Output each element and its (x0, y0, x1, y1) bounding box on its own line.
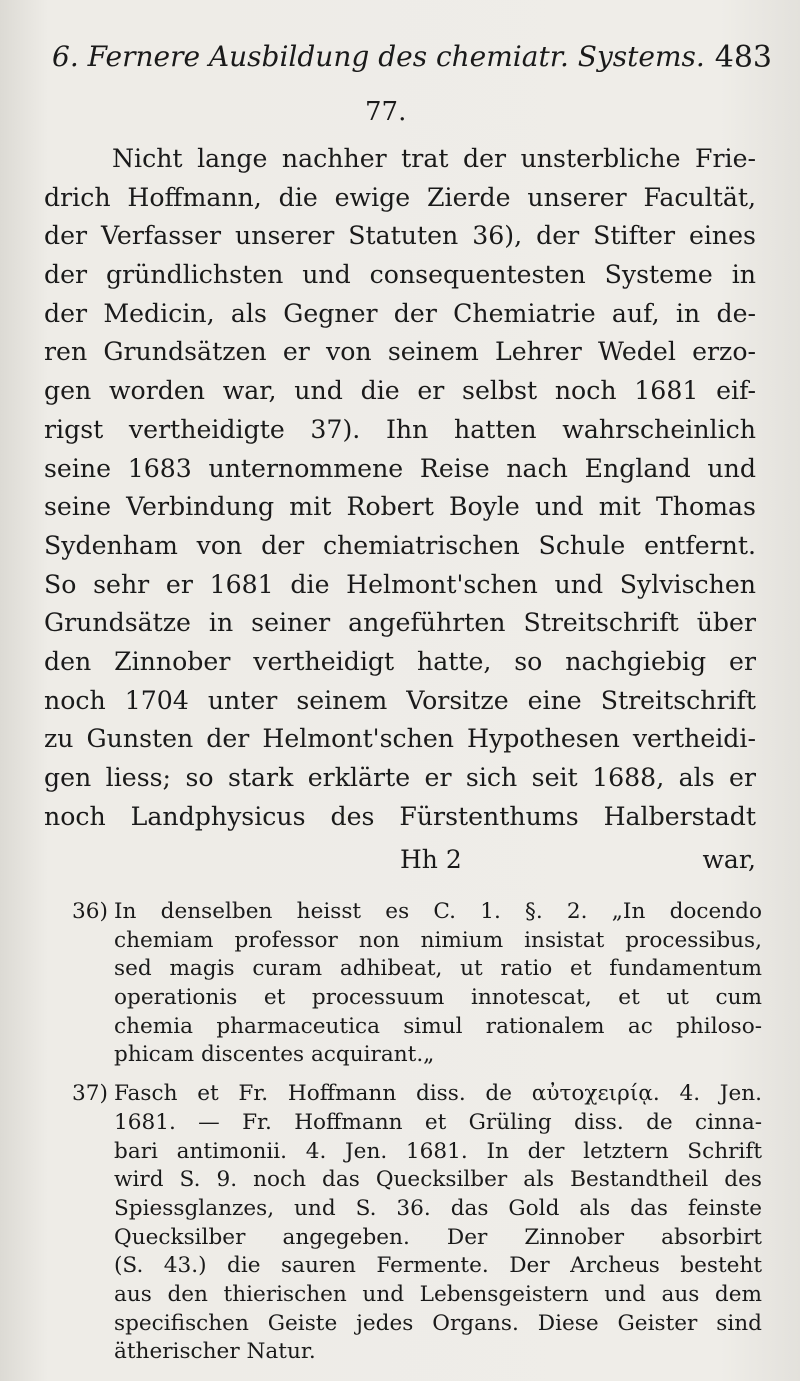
footnote-line: chemia pharmaceutica simul rationalem ac philoso- (114, 1013, 762, 1039)
footnote-line: specifischen Geiste jedes Organs. Diese Geister sind (114, 1310, 762, 1336)
text-line: noch Landphysicus des Fürstenthums Halberstadt (44, 801, 756, 831)
text-line: Nicht lange nachher trat der unsterbliche Frie- (112, 144, 756, 173)
catchword: war, (702, 845, 756, 874)
text-line: So sehr er 1681 die Helmont'schen und Sylvischen (44, 569, 756, 599)
footnote-number: 36) (72, 899, 108, 924)
page-number: 483 (714, 40, 772, 75)
text-line: gen worden war, und die er selbst noch 1681 eif- (44, 376, 756, 406)
section-number: 77. (365, 97, 407, 127)
footnote-line: Spiessglanzes, und S. 36. das Gold als das feinste (114, 1195, 762, 1221)
footnote-line: Fasch et Fr. Hoffmann diss. de αὐτοχειρίᾳ. 4. Jen. (114, 1081, 762, 1107)
text-line: rigst vertheidigte 37). Ihn hatten wahrscheinlich (44, 414, 756, 444)
footnote-line: sed magis curam adhibeat, ut ratio et fundamentum (114, 956, 762, 982)
text-line: der gründlichsten und consequentesten Systeme in (44, 260, 756, 290)
page-header (52, 40, 772, 80)
text-line: ren Grundsätzen er von seinem Lehrer Wedel erzo- (44, 337, 756, 367)
text-line: noch 1704 unter seinem Vorsitze eine Streitschrift (44, 685, 756, 715)
text-line: seine Verbindung mit Robert Boyle und mit Thomas (44, 492, 756, 522)
footnote-line: bari antimonii. 4. Jen. 1681. In der letztern Schrift (114, 1138, 762, 1164)
footnote-number: 37) (72, 1081, 108, 1107)
text-line: Sydenham von der chemiatrischen Schule entfernt. (44, 530, 756, 560)
text-line: der Medicin, als Gegner der Chemiatrie auf, in de- (44, 298, 756, 328)
text-line: seine 1683 unternommene Reise nach England und (44, 453, 756, 483)
footnote-line: operationis et processuum innotescat, et ut cum (114, 985, 762, 1011)
footnote-line: aus den thierischen und Lebensgeistern und aus dem (114, 1281, 762, 1307)
running-title: 6. Fernere Ausbildung des chemiatr. Systems. (52, 40, 705, 73)
text-line: zu Gunsten der Helmont'schen Hypothesen vertheidi- (44, 724, 756, 754)
footnote-line: (S. 43.) die sauren Fermente. Der Archeus besteht (114, 1253, 762, 1279)
main-text (44, 140, 756, 836)
text-line: Grundsätze in seiner angeführten Streitschrift über (44, 608, 756, 638)
footnote-36 (72, 898, 762, 1070)
text-line: drich Hoffmann, die ewige Zierde unserer Facultät, (44, 182, 756, 212)
footnotes (72, 898, 762, 1377)
footnote-line: ätherischer Natur. (114, 1339, 316, 1365)
signature-mark: Hh 2 (400, 845, 462, 874)
text-line: gen liess; so stark erklärte er sich seit 1688, als er (44, 763, 756, 792)
footnote-line: Quecksilber angegeben. Der Zinnober absorbirt (114, 1224, 762, 1250)
text-line: der Verfasser unserer Statuten 36), der Stifter eines (44, 221, 756, 251)
footnote-line: chemiam professor non nimium insistat processibus, (114, 927, 762, 953)
footnote-37 (72, 1080, 762, 1367)
text-line: den Zinnober vertheidigt hatte, so nachgiebig er (44, 646, 756, 676)
signature-line (44, 845, 756, 881)
footnote-line: wird S. 9. noch das Quecksilber als Bestandtheil des (114, 1167, 762, 1193)
footnote-line: phicam discentes acquirant.„ (114, 1042, 435, 1068)
footnote-line: 1681. — Fr. Hoffmann et Grüling diss. de cinna- (114, 1109, 762, 1135)
footnote-line: In denselben heisst es C. 1. §. 2. „In docendo (114, 899, 762, 924)
